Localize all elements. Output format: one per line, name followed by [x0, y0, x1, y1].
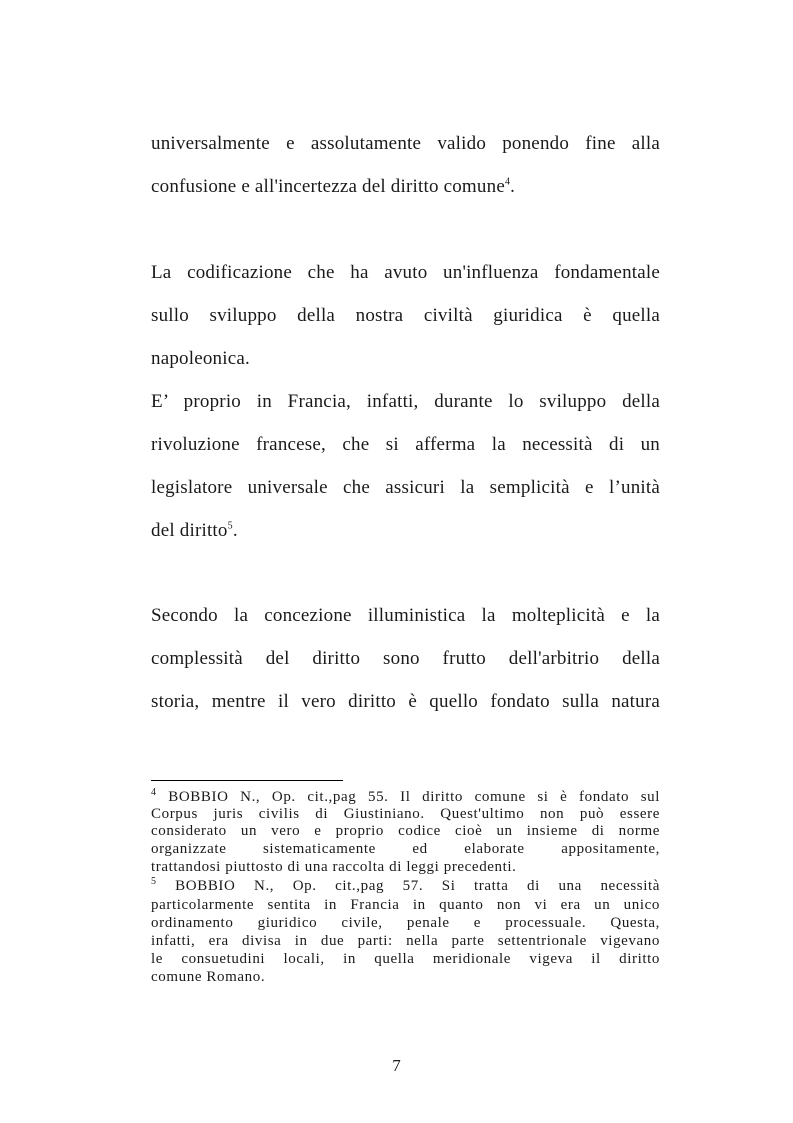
footnote-5-line-6: [151, 969, 660, 986]
paragraph-2-line-2: [151, 306, 660, 326]
text-span: .: [510, 176, 516, 197]
paragraph-3-line-4: [151, 521, 660, 541]
text-span: universalmente e assolutamente valido ponendo fine alla: [151, 133, 660, 154]
text-span: infatti, era divisa in due parti: nella parte settentrionale vigevano: [151, 933, 660, 949]
text-span: Secondo la concezione illuministica la molteplicità e la: [151, 605, 660, 626]
paragraph-2-line-1: [151, 263, 660, 283]
text-span: comune Romano.: [151, 969, 266, 985]
paragraph-4-line-3: [151, 692, 660, 712]
footnote-5-line-4: [151, 933, 660, 950]
paragraph-1-line-1: [151, 134, 660, 154]
text-span: E’ proprio in Francia, infatti, durante lo sviluppo della: [151, 391, 660, 412]
paragraph-3-line-3: [151, 478, 660, 498]
footnote-4-line-2: [151, 806, 660, 823]
text-span: BOBBIO N., Op. cit.,pag 55. Il diritto comune si è fondato sul: [156, 789, 660, 805]
footnote-5-line-3: [151, 915, 660, 932]
paragraph-3-line-1: [151, 392, 660, 412]
text-span: confusione e all'incertezza del diritto comune: [151, 176, 505, 197]
footnote-4-line-4: [151, 841, 660, 858]
paragraph-4-line-2: [151, 649, 660, 669]
text-span: Corpus juris civilis di Giustiniano. Quest'ultimo non può essere: [151, 806, 660, 822]
text-span: complessità del diritto sono frutto dell'arbitrio della: [151, 648, 660, 669]
footnote-5-line-5: [151, 951, 660, 968]
text-span: sullo sviluppo della nostra civiltà giuridica è quella: [151, 305, 660, 326]
text-span: .: [232, 520, 238, 541]
text-span: del diritto: [151, 520, 228, 541]
footnote-5-line-2: [151, 897, 660, 914]
footnote-4-line-5: [151, 859, 660, 876]
paragraph-1-line-2: [151, 177, 660, 197]
footnote-separator: [151, 780, 343, 781]
paragraph-3-line-2: [151, 435, 660, 455]
text-span: considerato un vero e proprio codice cioè un insieme di norme: [151, 823, 660, 839]
text-span: BOBBIO N., Op. cit.,pag 57. Si tratta di una necessità: [156, 878, 660, 894]
paragraph-4-line-1: [151, 606, 660, 626]
paragraph-2-line-3: [151, 349, 660, 369]
footnote-4-line-1: [151, 789, 660, 806]
text-span: legislatore universale che assicuri la semplicità e l’unità: [151, 477, 660, 498]
footnote-4-marker: 4: [151, 787, 157, 798]
text-span: trattandosi piuttosto di una raccolta di leggi precedenti.: [151, 859, 517, 875]
text-span: ordinamento giuridico civile, penale e processuale. Questa,: [151, 915, 660, 931]
footnote-ref-4[interactable]: 4: [504, 176, 511, 188]
text-span: organizzate sistematicamente ed elaborate appositamente,: [151, 841, 660, 857]
text-span: napoleonica.: [151, 348, 250, 369]
text-span: storia, mentre il vero diritto è quello fondato sulla natura: [151, 691, 660, 712]
footnote-5-marker: 5: [151, 876, 157, 887]
text-span: rivoluzione francese, che si afferma la necessità di un: [151, 434, 660, 455]
footnote-5-line-1: [151, 878, 660, 895]
footnote-ref-5[interactable]: 5: [227, 520, 233, 532]
text-span: La codificazione che ha avuto un'influenza fondamentale: [151, 262, 660, 283]
text-span: particolarmente sentita in Francia in quanto non vi era un unico: [151, 897, 660, 913]
text-span: le consuetudini locali, in quella meridionale vigeva il diritto: [151, 951, 660, 967]
page-number: 7: [392, 1056, 401, 1075]
footnote-4-line-3: [151, 823, 660, 840]
